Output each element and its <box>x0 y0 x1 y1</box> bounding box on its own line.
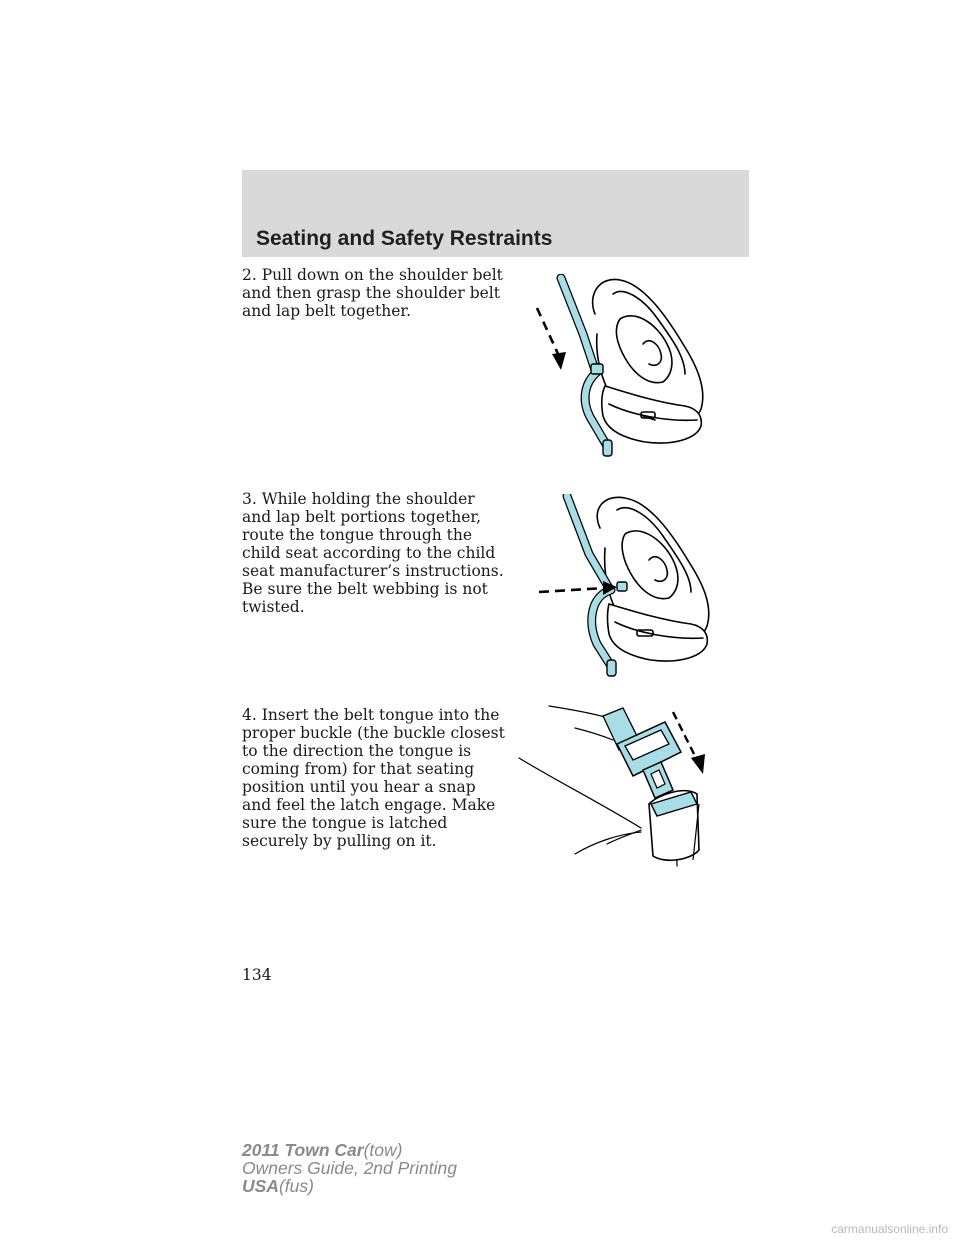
step-4-text: 4. Insert the belt tongue into the proper buckle (the buckle closest to the direction the tongue is coming from) for that seating position until you hear a snap and feel the latch engage. Make sure the tongue is latched securely by pulling on it. <box>242 706 505 850</box>
page-number: 134 <box>242 966 272 984</box>
step-2-text: 2. Pull down on the shoulder belt and then grasp the shoulder belt and lap belt together. <box>242 266 503 320</box>
document-footer <box>242 1141 457 1195</box>
step-3-text: 3. While holding the shoulder and lap belt portions together, route the tongue through the child seat according to the child seat manufacturer’s instructions. Be sure the belt webbing is not twisted. <box>242 490 504 616</box>
footer-market: USA <box>242 1176 279 1196</box>
section-header <box>242 170 749 257</box>
footer-line-1 <box>242 1141 457 1159</box>
footer-line-3 <box>242 1177 457 1195</box>
section-title: Seating and Safety Restraints <box>256 227 553 250</box>
footer-line-2: Owners Guide, 2nd Printing <box>242 1158 457 1178</box>
belt-buckle-insert-illustration <box>515 700 715 870</box>
watermark: carmanualsonline.info <box>831 1222 948 1236</box>
footer-model-code: (tow) <box>363 1140 403 1160</box>
child-seat-pull-belt-illustration <box>525 274 715 464</box>
footer-market-code: (fus) <box>278 1176 314 1196</box>
child-seat-route-belt-illustration <box>525 494 720 684</box>
footer-model: 2011 Town Car <box>242 1140 364 1160</box>
